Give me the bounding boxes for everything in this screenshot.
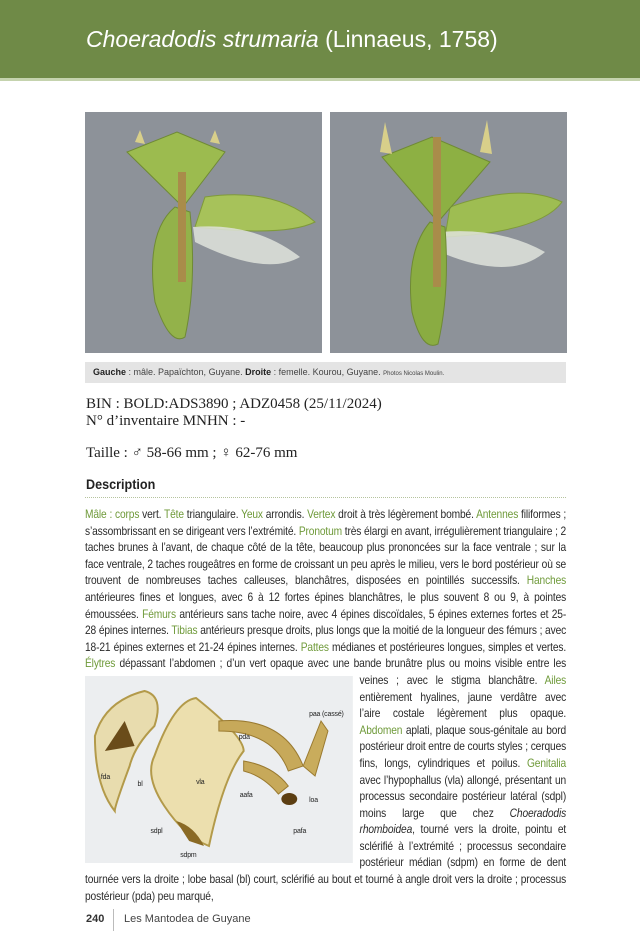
description-segment: antérieurs sans tache noire, avec 4 épines discoïdales, 5 épines externes fortes et 25-28 épines internes. [85,606,567,638]
description-keyword: Genitalia [526,755,567,770]
bin-line: BIN : BOLD:ADS3890 ; ADZ0458 (25/11/2024) [86,396,382,412]
description-keyword: Yeux [241,507,263,521]
description-keyword: Mâle : [85,507,116,521]
species-name: Choeradodis strumaria [86,26,319,52]
caption-right-label: Droite [245,367,272,377]
description-segment: aplati, plaque sous-génitale au bord postérieur droit entre de courts styles ; cerques fins, longs, cylindriques et poilus. [359,722,567,770]
caption-right-text: : femelle. Kourou, Guyane. [271,367,384,377]
description-segment: arrondis. [262,507,308,521]
description-segment: antérieurs presque droits, plus longs que la moitié de la longueur des fémurs ; avec 18-21 épines externes et 21-24 épines internes. [85,623,567,654]
description-segment: triangulaire. [183,507,242,521]
description-segment: entièrement hyalines, jaune verdâtre avec l’aire costale légèrement plus opaque. [359,689,567,721]
photo-female [330,112,567,353]
description-segment: médianes et postérieures longues, simples et vertes. [328,639,567,654]
label-pda: pda [238,733,250,741]
page-number: 240 [86,913,105,925]
banner-divider [0,78,640,81]
label-fda: fda [100,773,111,781]
description-keyword: Hanches [526,573,567,588]
description-keyword: Abdomen [359,722,403,737]
description-segment: antérieures fines et longues, avec 6 à 12 fortes épines blanchâtres, le plus souvent 8 ou 9, à pointes émoussées. [85,589,567,621]
description-keyword: Fémurs [142,606,176,621]
genitalia-figure [85,676,353,863]
label-vla: vla [196,778,205,786]
description-keyword: corps [115,507,140,521]
species-title [86,26,498,53]
photo-credit: Photos Nicolas Moulin. [383,371,445,377]
description-segment: , tourné vers la droite, pointu et sclérifié à l’extrémité ; processus secondaire postérieur médian (sdpm) en forme de dent tournée vers la droite ; lobe basal (bl) court, sclérifié au bout et tourné à angle droit vers la droite ; processus postérieur (pda) peu marqué, [85,822,567,903]
species-author: (Linnaeus, 1758) [325,26,498,52]
description-text [85,506,566,904]
description-keyword: Tête [164,507,184,521]
label-sdpm: sdpm [180,851,197,859]
size-line: Taille : ♂ 58-66 mm ; ♀ 62-76 mm [86,445,298,461]
description-keyword: Vertex [307,507,336,521]
species-reference: Choeradodis rhomboidea [359,805,567,837]
footer-divider [113,909,114,931]
description-keyword: Pronotum [298,523,343,538]
description-block [85,506,566,904]
description-keyword: Élytres [85,656,116,671]
label-aafa: aafa [239,791,253,799]
description-keyword: Pattes [300,639,329,654]
label-sdpl: sdpl [150,827,163,835]
description-heading: Description [86,476,156,492]
photo-caption [85,362,566,383]
heading-divider [85,497,566,498]
description-segment: vert. [139,507,165,521]
label-bl: bl [137,780,143,788]
description-segment: filiformes ; s’assombrissant en se dirigeant vers l’extrémité. [85,507,567,538]
inventory-line: N° d’inventaire MNHN : - [86,413,246,429]
page-footer [0,909,640,931]
label-loa: loa [309,796,318,804]
description-segment: droit à très légèrement bombé. [335,507,477,521]
label-pafa: pafa [293,827,307,835]
description-keyword: Antennes [476,507,519,521]
description-keyword: Ailes [544,672,567,687]
label-paa: paa (cassé) [309,710,344,718]
caption-left-label: Gauche [93,367,127,377]
photo-male [85,112,322,353]
description-segment: dépassant l’abdomen ; d’un vert opaque avec une bande brunâtre plus ou moins visible entre les veines ; avec le stigma blanchâtre. [115,656,567,687]
description-segment: très élargi en avant, irrégulièrement triangulaire ; 2 taches brunes à l’avant, de chaque côté de la tête, beaucoup plus prononcées sur la face ventrale ; sur la face ventrale, 2 taches rougeâtres en forme de croissant un peu après le milieu, vers le bord postérieur où se trouvent de nombreuses taches calleuses, blanchâtres, disposées en pointillés successifs. [85,523,567,588]
caption-left-text: : mâle. Papaïchton, Guyane. [126,367,246,377]
description-segment: avec l’hypophallus (vla) allongé, présentant un processus secondaire postérieur latéral (sdpl) moins large que chez [359,772,567,820]
description-keyword: Tibias [171,623,198,638]
book-title: Les Mantodea de Guyane [124,913,251,925]
